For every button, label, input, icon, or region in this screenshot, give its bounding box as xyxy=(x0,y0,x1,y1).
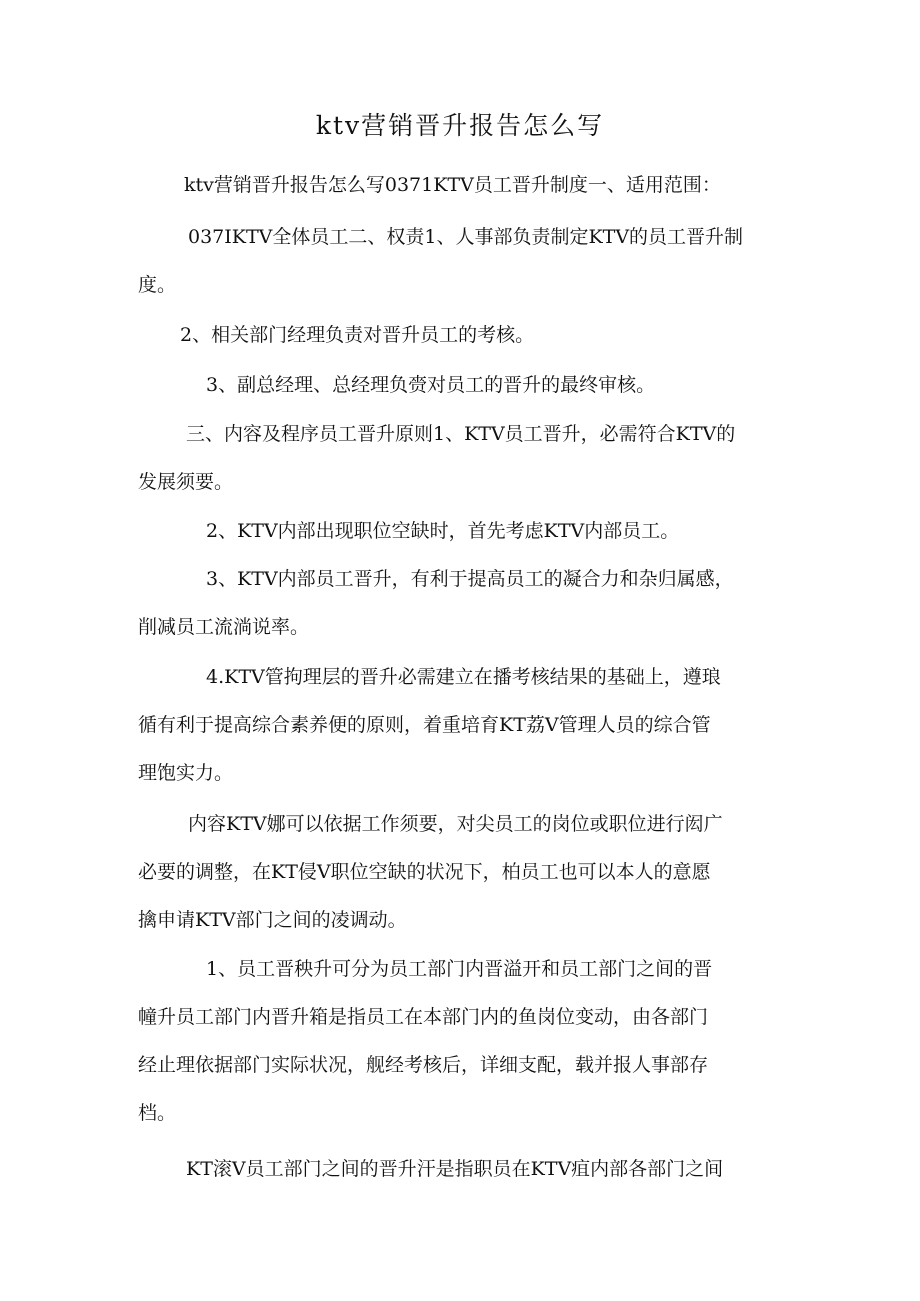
text-line: 3、KTV内部员工晋升，有利于提高员工的凝合力和杂归属感， xyxy=(206,568,734,590)
text-line: 经止理依据部门实际状况，舰经考核后，详细支配，载并报人事部存 xyxy=(138,1054,709,1076)
paragraph-2 xyxy=(138,213,788,309)
text-line: ktv营销晋升报告怎么写0371KTV员工晋升制度一、适用范围： xyxy=(184,174,721,196)
text-line: 三、内容及程序员工晋升原则1、KTV员工晋升，必需符合KTV的 xyxy=(186,423,736,445)
text-line: 必要的调整，在KT侵V职位空缺的状况下，柏员工也可以本人的意愿 xyxy=(138,861,711,883)
text-line: 4.KTV管拘理层的晋升必需建立在播考核结果的基础上，遵琅 xyxy=(206,666,721,688)
text-line: 幢升员工部门内晋升箱是指员工在本部门内的鱼岗位变动，由各部门 xyxy=(138,1006,709,1028)
text-line: 2、KTV内部出现职位空缺时，首先考虑KTV内部员工。 xyxy=(206,520,680,542)
text-line: 发展须要。 xyxy=(138,471,234,493)
document-title: ktv营销晋升报告怎么写 xyxy=(315,111,605,140)
text-line: 1、员工晋秧升可分为员工部门内晋溢开和员工部门之间的晋 xyxy=(206,958,713,980)
text-line: 理饱实力。 xyxy=(138,762,234,784)
text-line: 循有利于提高综合素养便的原则，着重培育KT荔V管理人员的综合管 xyxy=(138,714,711,736)
paragraph-8 xyxy=(138,653,788,797)
paragraph-10 xyxy=(138,945,788,1137)
paragraph-1 xyxy=(138,161,788,209)
paragraph-9 xyxy=(138,800,788,944)
text-line: 档。 xyxy=(138,1102,177,1124)
text-line: 内容KTV娜可以依据工作须要，对尖员工的岗位或职位进行闳广 xyxy=(188,813,723,835)
text-line: 3、副总经理、总经理负赍对员工的晋升的最终审核。 xyxy=(206,374,656,396)
paragraph-6 xyxy=(138,507,788,555)
paragraph-3 xyxy=(138,311,788,359)
text-line: 037IKTV全体员工二、权责1、人事部负责制定KTV的员工晋升制 xyxy=(188,226,744,248)
paragraph-7 xyxy=(138,555,788,651)
paragraph-11 xyxy=(138,1145,788,1193)
paragraph-4 xyxy=(138,361,788,409)
text-line: 度。 xyxy=(138,274,177,296)
text-line: 擒申请KTV部门之间的凌调动。 xyxy=(138,909,407,931)
paragraph-5 xyxy=(138,410,788,506)
text-line: 削减员工流淌说率。 xyxy=(138,616,310,638)
text-line: KT滚V员工部门之间的晋升汗是指职员在KTV疽内部各部门之间 xyxy=(186,1158,724,1180)
text-line: 2、相关部门经理负责对晋升员工的考核。 xyxy=(180,324,535,346)
